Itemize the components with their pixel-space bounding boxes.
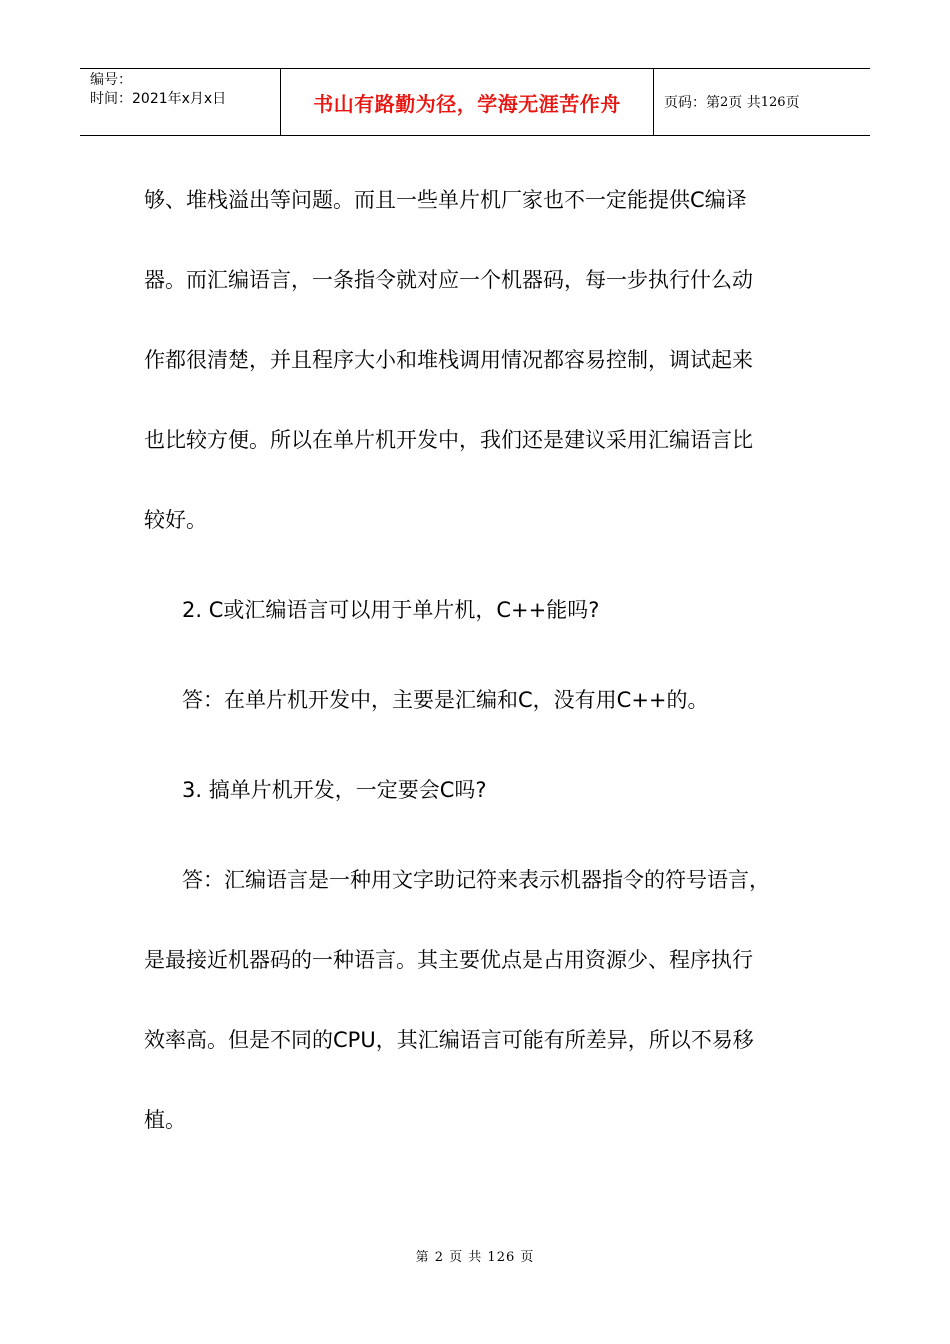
body-line: 作都很清楚，并且程序大小和堆栈调用情况都容易控制，调试起来 [144,348,753,372]
page-header [80,68,870,136]
page-mid: 页 共 [728,95,761,111]
answer-3-line: 效率高。但是不同的CPU，其汇编语言可能有所差异，所以不易移 [144,1028,754,1052]
answer-2: 答：在单片机开发中，主要是汇编和C，没有用C++的。 [182,688,709,712]
body-line: 够、堆栈溢出等问题。而且一些单片机厂家也不一定能提供C编译 [144,188,747,212]
answer-3-line: 答：汇编语言是一种用文字助记符来表示机器指令的符号语言， [182,868,770,892]
time-line: 时间：2021年x月x日 [90,91,227,107]
body-line: 器。而汇编语言，一条指令就对应一个机器码，每一步执行什么动 [144,268,753,292]
body-line: 也比较方便。所以在单片机开发中，我们还是建议采用汇编语言比 [144,428,753,452]
answer-3-line: 植。 [144,1108,186,1132]
question-3: 3. 搞单片机开发，一定要会C吗? [182,778,487,802]
serial-label: 编号： [90,72,132,88]
page-footer: 第 2 页 共 126 页 [415,1250,535,1265]
header-page-info [654,69,870,135]
question-2: 2. C或汇编语言可以用于单片机，C++能吗? [182,598,600,622]
document-body [144,160,824,1160]
answer-3-line: 是最接近机器码的一种语言。其主要优点是占用资源少、程序执行 [144,948,753,972]
page-label: 页码：第 [664,95,720,111]
body-line: 较好。 [144,508,207,532]
page-current: 2 [720,94,729,110]
header-motto: 书山有路勤为径，学海无涯苦作舟 [281,69,654,135]
page-end: 页 [785,95,800,111]
page-total: 126 [760,94,786,110]
header-meta [80,69,281,135]
